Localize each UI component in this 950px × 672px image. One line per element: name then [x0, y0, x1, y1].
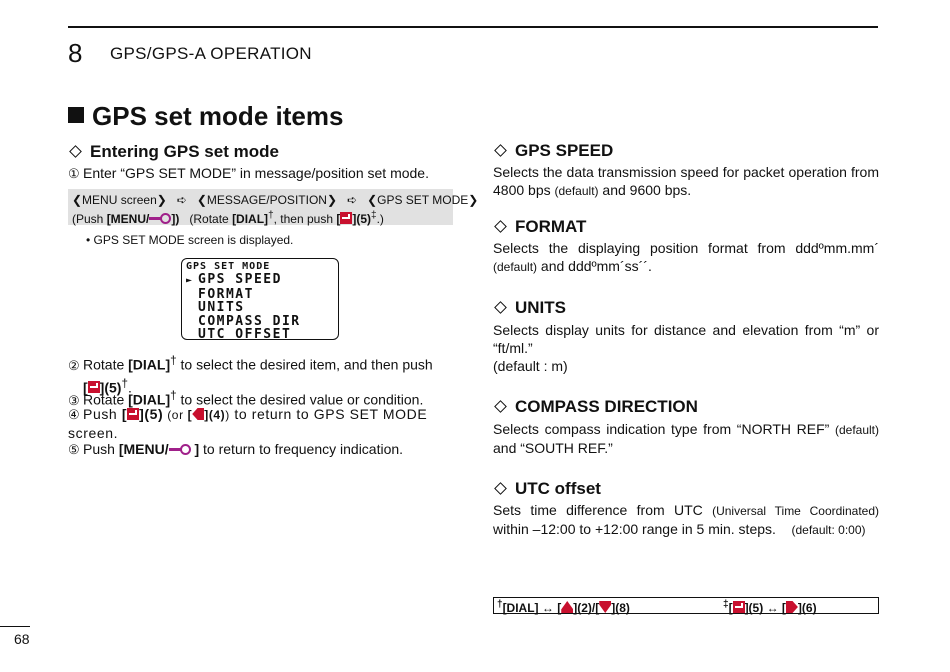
step-4: ④ Push [ ](5) (or [ ](4)) to return to GPS SET MODE screen.: [68, 406, 428, 441]
enter-icon: [733, 601, 745, 613]
step-1: ① Enter “GPS SET MODE” in message/position set mode.: [68, 165, 429, 181]
diamond-icon: [494, 301, 507, 314]
format-heading: FORMAT: [493, 216, 586, 238]
square-bullet-icon: [68, 107, 84, 123]
page-rule: [0, 626, 30, 627]
footnote-dial: †[DIAL] ↔ [ ](2)/[ ](8): [497, 599, 630, 615]
down-icon: [599, 601, 611, 613]
units-heading: UNITS: [493, 297, 566, 319]
up-icon: [561, 601, 573, 613]
step-5: ⑤ Push [MENU/ ] to return to frequency indication.: [68, 441, 404, 457]
forward-icon: [786, 601, 798, 613]
diamond-icon: [494, 144, 507, 157]
enter-icon: [340, 212, 352, 224]
diamond-icon: [69, 145, 82, 158]
lcd-item: FORMAT: [198, 286, 254, 302]
lcd-item: UNITS: [198, 300, 245, 315]
diamond-icon: [494, 400, 507, 413]
gps-speed-body: Selects the data transmission speed for packet operation from 4800 bps (default) and 9600 bps.: [493, 164, 879, 198]
path-line-1: ❮MENU screen❯ ➪ ❮MESSAGE/POSITION❯ ➪ ❮GPS SET MODE❯: [72, 193, 479, 207]
chapter-number: 8: [68, 38, 83, 68]
arrow-icon: ➪: [176, 193, 187, 207]
lcd-item: UTC OFFSET: [198, 327, 292, 342]
chapter-title: GPS/GPS-A OPERATION: [110, 44, 312, 63]
lcd-item: ► GPS SPEED: [186, 272, 282, 287]
utc-body: Sets time difference from UTC (Universal Time Coordinated) within –12:00 to +12:00 range in 5 min. steps. (default: 0:00): [493, 502, 879, 537]
lcd-title: GPS SET MODE: [186, 261, 271, 272]
footnote-enter: ‡[ ](5) ↔ [ ](6): [723, 599, 817, 615]
compass-heading: COMPASS DIRECTION: [493, 396, 698, 418]
step-2: ② Rotate [DIAL]† to select the desired item, and then push [ ](5)†.: [68, 354, 433, 396]
back-icon: [192, 408, 204, 420]
compass-body: Selects compass indication type from “NORTH REF” (default) and “SOUTH REF.”: [493, 421, 879, 456]
key-icon: [169, 444, 191, 454]
section-title: GPS set mode items: [68, 100, 343, 132]
utc-heading: UTC offset: [493, 478, 601, 500]
menu-path-box: [68, 189, 479, 226]
entering-heading: Entering GPS set mode: [68, 141, 279, 163]
gps-speed-heading: GPS SPEED: [493, 140, 613, 162]
cursor-icon: ►: [186, 275, 194, 286]
lcd-screen: [181, 258, 339, 340]
arrow-icon: ➪: [347, 193, 358, 207]
page-number: 68: [14, 631, 30, 647]
bullet-note: • GPS SET MODE screen is displayed.: [86, 233, 294, 247]
top-rule: [68, 26, 878, 28]
lcd-item: COMPASS DIR: [198, 313, 301, 329]
format-body: Selects the displaying position format from dddºmm.mm´ (default) and dddºmm´ss´´.: [493, 240, 879, 274]
key-icon: [149, 213, 171, 223]
footnote-box: [493, 597, 879, 614]
units-body: Selects display units for distance and elevation from “m” or “ft/ml.” (default : m): [493, 322, 879, 374]
step-3: ③ Rotate [DIAL]† to select the desired value or condition.: [68, 389, 424, 408]
diamond-icon: [494, 482, 507, 495]
path-line-2: (Push [MENU/ ]) (Rotate [DIAL]†, then push [ ](5)‡.): [72, 210, 384, 226]
diamond-icon: [494, 220, 507, 233]
enter-icon: [127, 408, 139, 420]
